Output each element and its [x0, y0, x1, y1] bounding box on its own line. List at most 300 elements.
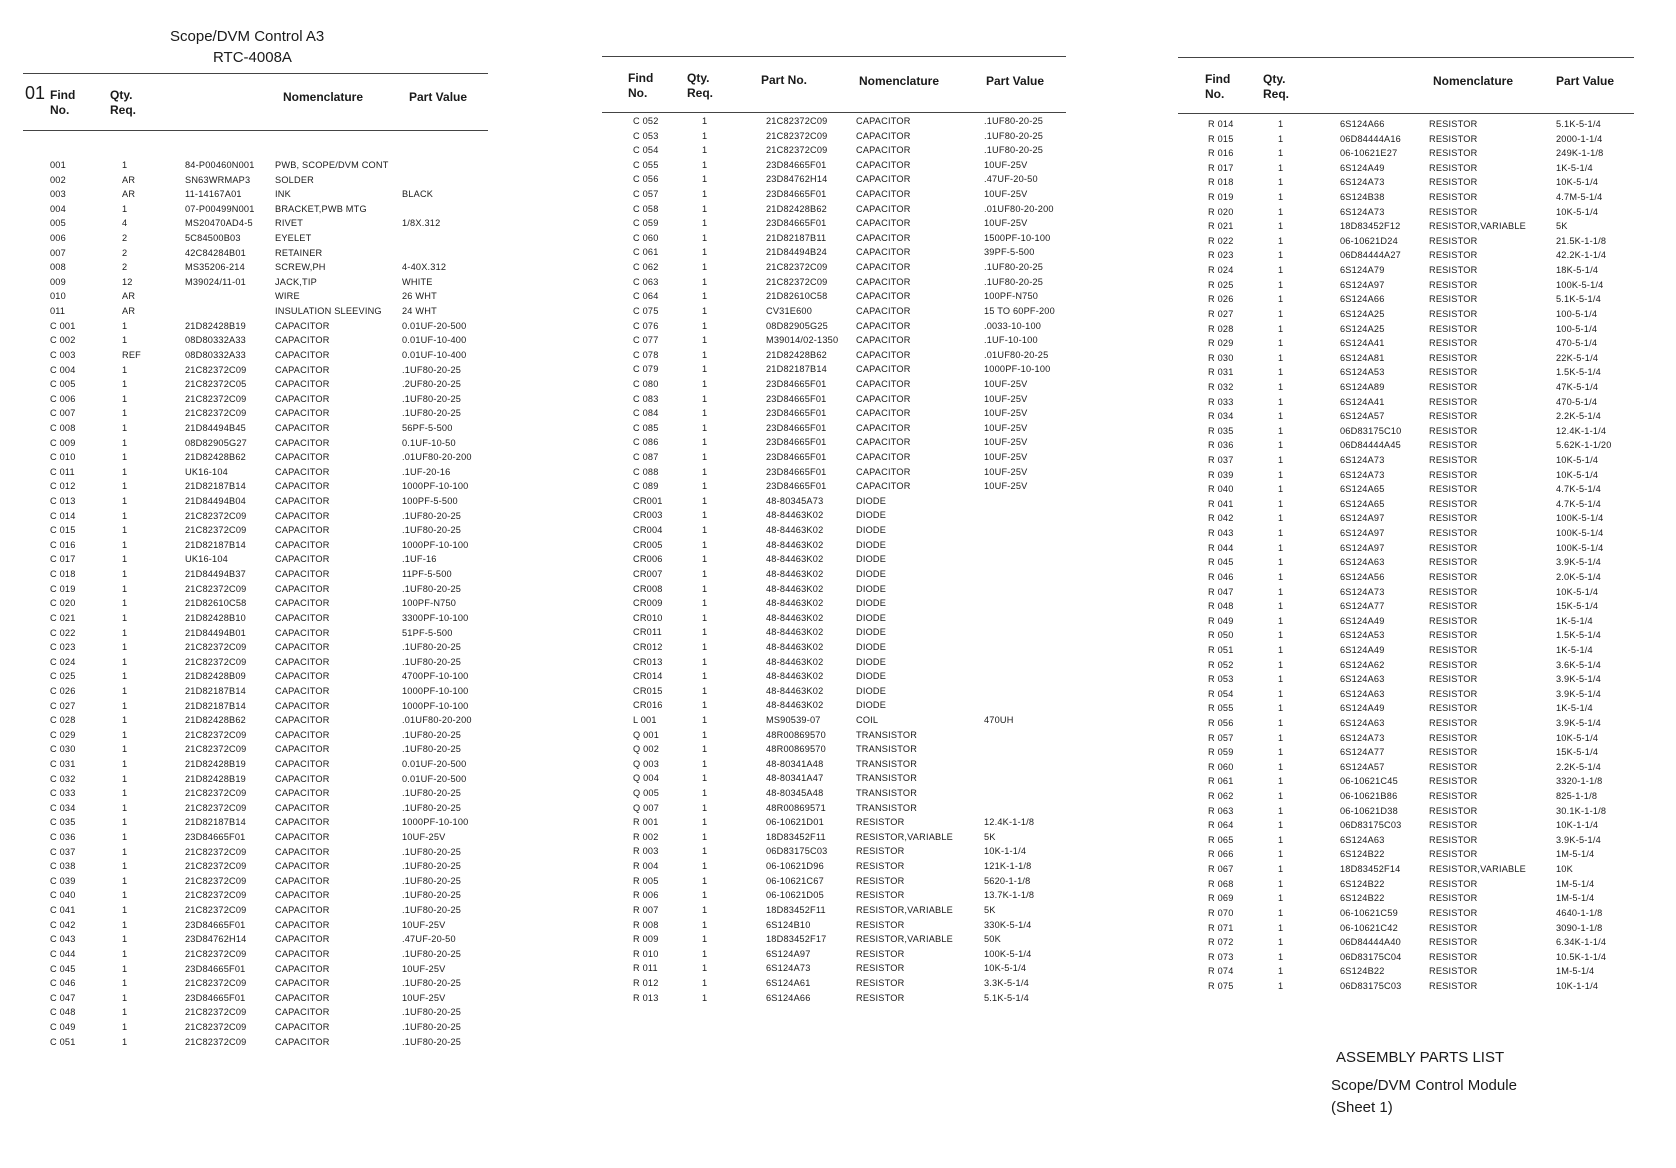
cell-qty: AR	[122, 189, 136, 200]
cell-qty: 1	[122, 861, 128, 872]
cell-part-no: 48-84463K02	[766, 700, 824, 711]
cell-find-no: 005	[50, 218, 66, 229]
cell-part-no: 23D84665F01	[766, 218, 827, 229]
cell-qty: 1	[1278, 688, 1284, 699]
cell-find-no: C 048	[50, 1007, 76, 1018]
cell-find-no: R 037	[1208, 455, 1234, 466]
cell-find-no: C 085	[633, 422, 659, 433]
cell-nomenclature: RESISTOR	[1429, 542, 1478, 553]
cell-part-no: 21C82372C09	[185, 861, 247, 872]
cell-find-no: R 024	[1208, 265, 1234, 276]
cell-nomenclature: RESISTOR	[1429, 440, 1478, 451]
cell-part-no: 21D84494B24	[766, 247, 827, 258]
header-rule-top	[23, 73, 488, 74]
cell-qty: 1	[1278, 148, 1284, 159]
cell-qty: 1	[122, 452, 128, 463]
cell-nomenclature: CAPACITOR	[275, 656, 330, 667]
cell-nomenclature: CAPACITOR	[275, 875, 330, 886]
cell-nomenclature: CAPACITOR	[275, 700, 330, 711]
cell-qty: 1	[702, 174, 708, 185]
cell-part-value: 10UF-25V	[402, 919, 446, 930]
cell-nomenclature: RESISTOR	[1429, 206, 1478, 217]
cell-nomenclature: CAPACITOR	[856, 466, 911, 477]
cell-qty: 1	[702, 364, 708, 375]
cell-part-no: 6S124A73	[1340, 455, 1385, 466]
cell-nomenclature: RESISTOR	[1429, 980, 1478, 991]
cell-find-no: R 052	[1208, 659, 1234, 670]
cell-part-no: 5C84500B03	[185, 233, 241, 244]
cell-nomenclature: CAPACITOR	[856, 189, 911, 200]
cell-qty: 1	[122, 612, 128, 623]
header-part-value: Part Value	[986, 74, 1045, 88]
cell-part-no: UK16-104	[185, 466, 228, 477]
cell-part-no: 21C82372C09	[185, 408, 247, 419]
cell-qty: 1	[122, 802, 128, 813]
cell-part-no: 06D84444A27	[1340, 250, 1401, 261]
cell-qty: 1	[122, 905, 128, 916]
cell-nomenclature: CAPACITOR	[856, 349, 911, 360]
cell-part-no: MS20470AD4-5	[185, 218, 253, 229]
cell-qty: 1	[1278, 338, 1284, 349]
cell-qty: 1	[1278, 878, 1284, 889]
cell-qty: 1	[702, 788, 708, 799]
cell-find-no: 008	[50, 262, 66, 273]
cell-part-value: 100K-5-1/4	[984, 948, 1032, 959]
cell-qty: 1	[122, 671, 128, 682]
cell-find-no: C 056	[633, 174, 659, 185]
cell-find-no: R 036	[1208, 440, 1234, 451]
cell-qty: 1	[1278, 805, 1284, 816]
cell-part-value: 10UF-25V	[984, 159, 1028, 170]
cell-part-value: 100K-5-1/4	[1556, 528, 1604, 539]
cell-qty: 1	[702, 218, 708, 229]
cell-nomenclature: RESISTOR	[856, 948, 905, 959]
cell-part-value: .1UF80-20-25	[402, 1021, 462, 1032]
cell-qty: 1	[702, 349, 708, 360]
cell-find-no: R 029	[1208, 338, 1234, 349]
cell-nomenclature: CAPACITOR	[856, 174, 911, 185]
cell-part-value: 2.0K-5-1/4	[1556, 571, 1601, 582]
cell-nomenclature: CAPACITOR	[856, 335, 911, 346]
cell-part-no: MS35206-214	[185, 262, 245, 273]
cell-nomenclature: CAPACITOR	[856, 130, 911, 141]
cell-part-value: 5.1K-5-1/4	[1556, 119, 1601, 129]
cell-part-no: 06D84444A45	[1340, 440, 1401, 451]
cell-qty: 1	[1278, 703, 1284, 714]
cell-find-no: Q 007	[633, 802, 660, 813]
cell-part-no: 21C82372C09	[185, 1007, 247, 1018]
cell-find-no: C 049	[50, 1021, 76, 1032]
cell-part-no: 06D83175C03	[1340, 820, 1402, 831]
cell-part-value: 4.7K-5-1/4	[1556, 484, 1601, 495]
cell-part-no: 6S124A66	[766, 992, 811, 1003]
cell-find-no: CR014	[633, 671, 663, 682]
cell-qty: 1	[1278, 674, 1284, 685]
cell-part-no: 21D82428B62	[766, 349, 827, 360]
cell-part-no: 23D84665F01	[185, 832, 246, 843]
cell-part-value: 1K-5-1/4	[1556, 703, 1593, 714]
cell-qty: 1	[702, 305, 708, 316]
cell-part-value: .1UF80-20-25	[402, 1036, 462, 1047]
cell-qty: 1	[1278, 571, 1284, 582]
cell-nomenclature: DIODE	[856, 671, 887, 682]
cell-nomenclature: RESISTOR	[1429, 937, 1478, 948]
cell-qty: 1	[1278, 586, 1284, 597]
cell-part-value: 1M-5-1/4	[1556, 966, 1595, 977]
cell-find-no: C 077	[633, 335, 659, 346]
cell-find-no: C 037	[50, 846, 76, 857]
cell-part-value: 10K-1-1/4	[1556, 980, 1599, 991]
cell-part-no: 21D82428B10	[185, 612, 246, 623]
cell-find-no: R 067	[1208, 864, 1234, 875]
cell-part-value: 10UF-25V	[984, 408, 1028, 419]
cell-part-no: 06D84444A16	[1340, 133, 1401, 144]
cell-nomenclature: CAPACITOR	[275, 817, 330, 828]
cell-nomenclature: RESISTOR	[856, 861, 905, 872]
cell-nomenclature: RESISTOR	[1429, 513, 1478, 524]
cell-nomenclature: DIODE	[856, 612, 887, 623]
cell-part-value: 3.9K-5-1/4	[1556, 717, 1601, 728]
cell-nomenclature: RESISTOR	[1429, 717, 1478, 728]
cell-nomenclature: CAPACITOR	[856, 232, 911, 243]
cell-qty: 1	[702, 948, 708, 959]
cell-nomenclature: RESISTOR	[1429, 893, 1478, 904]
cell-qty: 1	[122, 598, 128, 609]
cell-nomenclature: RESISTOR	[1429, 279, 1478, 290]
cell-qty: 1	[122, 744, 128, 755]
cell-qty: 1	[702, 641, 708, 652]
cell-qty: 1	[1278, 601, 1284, 612]
cell-part-value: 330K-5-1/4	[984, 919, 1032, 930]
cell-part-no: 06-10621C42	[1340, 922, 1398, 933]
cell-qty: 1	[702, 247, 708, 258]
cell-part-value: 1K-5-1/4	[1556, 615, 1593, 626]
cell-part-no: 18D83452F12	[1340, 221, 1401, 232]
cell-find-no: C 015	[50, 525, 76, 536]
cell-find-no: R 016	[1208, 148, 1234, 159]
cell-part-value: 12.4K-1-1/8	[984, 817, 1035, 828]
cell-find-no: R 043	[1208, 528, 1234, 539]
cell-qty: 1	[702, 612, 708, 623]
cell-qty: 1	[1278, 367, 1284, 378]
cell-nomenclature: RESISTOR	[1429, 571, 1478, 582]
cell-part-value: .1UF80-20-25	[402, 656, 462, 667]
cell-part-value: 3.9K-5-1/4	[1556, 557, 1601, 568]
cell-part-value: 10K-5-1/4	[1556, 455, 1599, 466]
cell-part-no: 6S124A41	[1340, 396, 1385, 407]
cell-part-value: 18K-5-1/4	[1556, 265, 1599, 276]
cell-qty: 1	[1278, 557, 1284, 568]
cell-nomenclature: RESISTOR	[856, 846, 905, 857]
cell-part-value: 100PF-5-500	[402, 496, 458, 507]
cell-qty: 1	[702, 116, 708, 126]
cell-find-no: CR013	[633, 656, 663, 667]
cell-qty: 1	[702, 758, 708, 769]
cell-part-no: 48-84463K02	[766, 525, 824, 536]
cell-find-no: C 028	[50, 715, 76, 726]
cell-qty: 1	[122, 1021, 128, 1032]
cell-qty: 1	[1278, 542, 1284, 553]
cell-find-no: C 006	[50, 393, 76, 404]
cell-nomenclature: RESISTOR	[1429, 761, 1478, 772]
cell-qty: 1	[702, 466, 708, 477]
cell-find-no: C 032	[50, 773, 76, 784]
cell-qty: 1	[122, 758, 128, 769]
cell-qty: 1	[122, 583, 128, 594]
cell-find-no: C 007	[50, 408, 76, 419]
cell-qty: 1	[702, 335, 708, 346]
cell-part-value: 100-5-1/4	[1556, 308, 1598, 319]
cell-part-no: 23D84665F01	[766, 378, 827, 389]
cell-part-no: 23D84665F01	[766, 437, 827, 448]
cell-part-no: SN63WRMAP3	[185, 174, 251, 185]
cell-part-no: 06D84444A40	[1340, 937, 1401, 948]
cell-qty: 1	[1278, 761, 1284, 772]
cell-nomenclature: CAPACITOR	[275, 569, 330, 580]
cell-qty: 1	[702, 320, 708, 331]
cell-nomenclature: CAPACITOR	[856, 203, 911, 214]
cell-part-value: 10UF-25V	[984, 481, 1028, 492]
cell-part-value: .1UF80-20-25	[402, 802, 462, 813]
cell-part-value: .1UF80-20-25	[984, 130, 1044, 141]
cell-find-no: CR001	[633, 495, 663, 506]
cell-qty: 1	[702, 189, 708, 200]
cell-part-value: 10UF-25V	[984, 393, 1028, 404]
cell-part-no: 06-10621C59	[1340, 907, 1398, 918]
cell-nomenclature: DIODE	[856, 685, 887, 696]
cell-part-value: 1K-5-1/4	[1556, 644, 1593, 655]
cell-part-no: 21D82428B09	[185, 671, 246, 682]
cell-find-no: C 031	[50, 758, 76, 769]
cell-find-no: L 001	[633, 714, 657, 725]
cell-part-value: .0033-10-100	[984, 320, 1042, 331]
cell-part-no: 21D82428B62	[185, 452, 246, 463]
cell-qty: 1	[1278, 659, 1284, 670]
cell-qty: 1	[702, 861, 708, 872]
cell-find-no: 010	[50, 291, 66, 302]
cell-nomenclature: RESISTOR	[1429, 878, 1478, 889]
cell-part-value: 39PF-5-500	[984, 247, 1035, 258]
cell-part-value: 4-40X.312	[402, 262, 447, 273]
cell-nomenclature: RESISTOR	[1429, 644, 1478, 655]
cell-part-no: 6S124A57	[1340, 761, 1385, 772]
cell-part-no: 6S124A73	[1340, 206, 1385, 217]
cell-nomenclature: CAPACITOR	[856, 320, 911, 331]
header-qty: Qty. Req.	[1263, 72, 1290, 101]
cell-find-no: R 033	[1208, 396, 1234, 407]
cell-nomenclature: CAPACITOR	[856, 378, 911, 389]
document-subtitle: RTC-4008A	[213, 49, 292, 66]
cell-part-no: 6S124A62	[1340, 659, 1385, 670]
cell-part-value: .1UF80-20-25	[402, 905, 462, 916]
cell-find-no: R 073	[1208, 951, 1234, 962]
header-find: Find No.	[1205, 72, 1231, 101]
cell-qty: 1	[122, 788, 128, 799]
cell-nomenclature: TRANSISTOR	[856, 758, 918, 769]
cell-qty: 1	[1278, 849, 1284, 860]
cell-nomenclature: DIODE	[856, 495, 887, 506]
cell-part-value: 1K-5-1/4	[1556, 162, 1593, 173]
cell-find-no: C 061	[633, 247, 659, 258]
cell-find-no: R 019	[1208, 192, 1234, 203]
cell-nomenclature: CAPACITOR	[275, 393, 330, 404]
cell-nomenclature: RESISTOR	[1429, 192, 1478, 203]
cell-part-no: 48-84463K02	[766, 612, 824, 623]
cell-qty: 1	[1278, 308, 1284, 319]
cell-find-no: CR005	[633, 539, 663, 550]
cell-part-value: 100K-5-1/4	[1556, 542, 1604, 553]
cell-part-no: 6S124B22	[1340, 849, 1385, 860]
cell-part-no: 21D82610C58	[185, 598, 247, 609]
cell-qty: 1	[122, 773, 128, 784]
cell-qty: 4	[122, 218, 128, 229]
cell-nomenclature: PWB, SCOPE/DVM CONT	[275, 160, 389, 170]
cell-find-no: 003	[50, 189, 66, 200]
cell-part-value: 1500PF-10-100	[984, 232, 1051, 243]
cell-nomenclature: CAPACITOR	[275, 919, 330, 930]
cell-nomenclature: CAPACITOR	[856, 247, 911, 258]
cell-nomenclature: TRANSISTOR	[856, 788, 918, 799]
cell-part-value: 10K-5-1/4	[984, 963, 1027, 974]
cell-part-value: 22K-5-1/4	[1556, 352, 1599, 363]
cell-find-no: R 074	[1208, 966, 1234, 977]
cell-find-no: C 036	[50, 832, 76, 843]
cell-find-no: R 063	[1208, 805, 1234, 816]
cell-qty: REF	[122, 349, 141, 360]
cell-part-value: 249K-1-1/8	[1556, 148, 1604, 159]
cell-find-no: R 003	[633, 846, 659, 857]
cell-qty: 1	[702, 831, 708, 842]
cell-part-no: 6S124A73	[1340, 177, 1385, 188]
header-rule-top	[1178, 57, 1634, 58]
cell-part-no: 6S124A63	[1340, 688, 1385, 699]
cell-nomenclature: CAPACITOR	[275, 992, 330, 1003]
cell-part-no: 23D84665F01	[185, 992, 246, 1003]
cell-qty: 1	[1278, 907, 1284, 918]
cell-qty: 1	[1278, 966, 1284, 977]
cell-qty: 1	[1278, 732, 1284, 743]
cell-part-value: 1000PF-10-100	[402, 481, 469, 492]
cell-find-no: R 011	[633, 963, 658, 974]
cell-find-no: C 029	[50, 729, 76, 740]
cell-part-no: 21C82372C09	[185, 364, 247, 375]
cell-part-value: BLACK	[402, 189, 434, 200]
cell-find-no: C 046	[50, 978, 76, 989]
cell-part-value: 100-5-1/4	[1556, 323, 1598, 334]
cell-nomenclature: CAPACITOR	[856, 145, 911, 156]
cell-nomenclature: CAPACITOR	[275, 744, 330, 755]
cell-find-no: R 050	[1208, 630, 1234, 641]
cell-find-no: R 042	[1208, 513, 1234, 524]
cell-nomenclature: DIODE	[856, 598, 887, 609]
cell-nomenclature: CAPACITOR	[275, 1021, 330, 1032]
cell-part-no: 6S124A97	[766, 948, 811, 959]
cell-find-no: C 059	[633, 218, 659, 229]
cell-part-no: 23D84665F01	[766, 393, 827, 404]
cell-qty: 1	[702, 934, 708, 945]
cell-part-value: 4640-1-1/8	[1556, 907, 1603, 918]
cell-part-no: 23D84665F01	[766, 159, 827, 170]
cell-nomenclature: DIODE	[856, 641, 887, 652]
cell-part-no: 21C82372C09	[185, 802, 247, 813]
cell-qty: 1	[122, 320, 128, 331]
cell-part-value: 0.01UF-20-500	[402, 320, 467, 331]
cell-part-no: 6S124A63	[1340, 834, 1385, 845]
cell-find-no: C 062	[633, 262, 659, 273]
cell-part-no: 21D84494B01	[185, 627, 246, 638]
cell-part-value: 100PF-N750	[402, 598, 457, 609]
cell-find-no: R 005	[633, 875, 659, 886]
cell-part-value: WHITE	[402, 276, 433, 287]
cell-find-no: C 075	[633, 305, 659, 316]
cell-qty: 1	[122, 1007, 128, 1018]
cell-part-no: 23D84762H14	[185, 934, 247, 945]
cell-part-no: 21D82187B14	[185, 481, 246, 492]
cell-part-value: .1UF80-20-25	[402, 510, 462, 521]
cell-qty: 1	[122, 642, 128, 653]
cell-find-no: R 006	[633, 890, 659, 901]
cell-nomenclature: RESISTOR	[1429, 528, 1478, 539]
cell-part-value: 3.3K-5-1/4	[984, 977, 1029, 988]
cell-find-no: R 007	[633, 904, 659, 915]
cell-part-no: 6S124A61	[766, 977, 811, 988]
cell-part-no: 48-84463K02	[766, 583, 824, 594]
cell-part-value: 10UF-25V	[984, 437, 1028, 448]
cell-qty: 1	[122, 160, 128, 170]
cell-qty: 1	[702, 408, 708, 419]
cell-part-no: 06-10621B86	[1340, 791, 1398, 802]
cell-find-no: R 051	[1208, 644, 1234, 655]
cell-nomenclature: CAPACITOR	[856, 116, 911, 126]
cell-part-value: .1UF80-20-25	[402, 978, 462, 989]
cell-qty: AR	[122, 306, 136, 317]
cell-nomenclature: RESISTOR	[1429, 834, 1478, 845]
cell-qty: 1	[702, 130, 708, 141]
cell-part-no: 21C82372C09	[185, 744, 247, 755]
cell-nomenclature: CAPACITOR	[856, 262, 911, 273]
cell-qty: 1	[122, 963, 128, 974]
cell-nomenclature: RESISTOR	[1429, 820, 1478, 831]
cell-part-no: 21C82372C05	[185, 379, 247, 390]
cell-qty: 1	[702, 525, 708, 536]
cell-part-no: 18D83452F11	[766, 904, 826, 915]
cell-nomenclature: RESISTOR	[1429, 265, 1478, 276]
cell-nomenclature: RESISTOR	[1429, 133, 1478, 144]
cell-part-no: 21C82372C09	[185, 729, 247, 740]
cell-find-no: C 078	[633, 349, 659, 360]
cell-part-no: 48-80345A48	[766, 788, 824, 799]
cell-part-no: 21D82428B19	[185, 773, 246, 784]
cell-nomenclature: RESISTOR	[1429, 791, 1478, 802]
cell-qty: 1	[1278, 644, 1284, 655]
cell-find-no: R 022	[1208, 235, 1234, 246]
cell-part-no: 18D83452F11	[766, 831, 826, 842]
cell-nomenclature: RESISTOR	[1429, 352, 1478, 363]
cell-part-value: 470-5-1/4	[1556, 338, 1598, 349]
cell-find-no: 011	[50, 306, 66, 317]
cell-qty: 1	[702, 554, 708, 565]
cell-nomenclature: CAPACITOR	[856, 393, 911, 404]
cell-part-no: 42C84284B01	[185, 247, 246, 258]
cell-find-no: C 045	[50, 963, 76, 974]
cell-nomenclature: CAPACITOR	[275, 802, 330, 813]
header-part-value: Part Value	[409, 90, 468, 104]
cell-part-no: 48R00869571	[766, 802, 826, 813]
cell-find-no: C 018	[50, 569, 76, 580]
cell-find-no: R 008	[633, 919, 659, 930]
cell-part-value: 1M-5-1/4	[1556, 893, 1595, 904]
cell-find-no: Q 004	[633, 773, 660, 784]
